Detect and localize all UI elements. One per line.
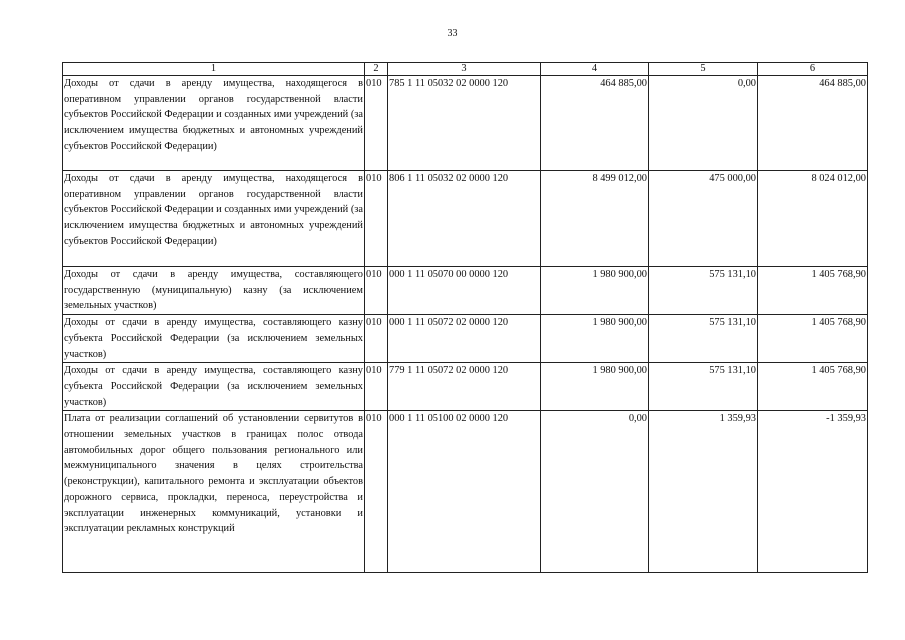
row-name-cell: Доходы от сдачи в аренду имущества, составляющего казну субъекта Российской Федерации (за исключением земельных участков) bbox=[63, 315, 365, 363]
row-value-col4: 1 980 900,00 bbox=[541, 315, 649, 363]
row-code-cell: 010 bbox=[365, 315, 388, 363]
row-value-col6: 1 405 768,90 bbox=[758, 363, 868, 411]
row-value-col4: 0,00 bbox=[541, 411, 649, 573]
row-code-cell: 010 bbox=[365, 363, 388, 411]
row-value-col6: -1 359,93 bbox=[758, 411, 868, 573]
row-kbk-cell: 000 1 11 05100 02 0000 120 bbox=[388, 411, 541, 573]
column-header: 2 bbox=[365, 63, 388, 76]
column-header: 3 bbox=[388, 63, 541, 76]
row-value-col5: 575 131,10 bbox=[649, 315, 758, 363]
row-value-col4: 464 885,00 bbox=[541, 76, 649, 171]
row-value-col5: 0,00 bbox=[649, 76, 758, 171]
row-value-col6: 464 885,00 bbox=[758, 76, 868, 171]
table-row bbox=[63, 315, 868, 363]
row-name-cell: Доходы от сдачи в аренду имущества, составляющего казну субъекта Российской Федерации (за исключением земельных участков) bbox=[63, 363, 365, 411]
row-name-cell: Доходы от сдачи в аренду имущества, находящегося в оперативном управлении органов государственной власти субъектов Российской Федерации и созданных ими учреждений (за исключением имущества бюджетных и автономных учреждений субъектов Российской Федерации) bbox=[63, 171, 365, 267]
row-code-cell: 010 bbox=[365, 171, 388, 267]
page-number: 33 bbox=[447, 28, 458, 39]
row-value-col6: 1 405 768,90 bbox=[758, 315, 868, 363]
column-header: 4 bbox=[541, 63, 649, 76]
column-header: 1 bbox=[63, 63, 365, 76]
row-kbk-cell: 000 1 11 05070 00 0000 120 bbox=[388, 267, 541, 315]
table-row bbox=[63, 267, 868, 315]
row-kbk-cell: 779 1 11 05072 02 0000 120 bbox=[388, 363, 541, 411]
row-kbk-cell: 806 1 11 05032 02 0000 120 bbox=[388, 171, 541, 267]
table-header-row bbox=[63, 63, 868, 76]
row-value-col5: 1 359,93 bbox=[649, 411, 758, 573]
row-value-col6: 1 405 768,90 bbox=[758, 267, 868, 315]
column-header: 5 bbox=[649, 63, 758, 76]
table-row bbox=[63, 411, 868, 573]
row-value-col5: 575 131,10 bbox=[649, 363, 758, 411]
row-value-col6: 8 024 012,00 bbox=[758, 171, 868, 267]
row-kbk-cell: 000 1 11 05072 02 0000 120 bbox=[388, 315, 541, 363]
table-row bbox=[63, 171, 868, 267]
row-kbk-cell: 785 1 11 05032 02 0000 120 bbox=[388, 76, 541, 171]
row-value-col4: 8 499 012,00 bbox=[541, 171, 649, 267]
row-code-cell: 010 bbox=[365, 267, 388, 315]
row-value-col5: 475 000,00 bbox=[649, 171, 758, 267]
row-value-col4: 1 980 900,00 bbox=[541, 363, 649, 411]
row-name-cell: Доходы от сдачи в аренду имущества, составляющего государственную (муниципальную) казну (за исключением земельных участков) bbox=[63, 267, 365, 315]
row-value-col5: 575 131,10 bbox=[649, 267, 758, 315]
table-row bbox=[63, 76, 868, 171]
row-name-cell: Плата от реализации соглашений об установлении сервитутов в отношении земельных участков в границах полос отвода автомобильных дорог общего пользования регионального или межмуниципального значения в целях строительства (реконструкции), капитального ремонта и эксплуатации объектов дорожного сервиса, прокладки, переноса, переустройства и эксплуатации инженерных коммуникаций, установки и эксплуатации рекламных конструкций bbox=[63, 411, 365, 573]
row-code-cell: 010 bbox=[365, 76, 388, 171]
row-code-cell: 010 bbox=[365, 411, 388, 573]
row-value-col4: 1 980 900,00 bbox=[541, 267, 649, 315]
row-name-cell: Доходы от сдачи в аренду имущества, находящегося в оперативном управлении органов государственной власти субъектов Российской Федерации и созданных ими учреждений (за исключением имущества бюджетных и автономных учреждений субъектов Российской Федерации) bbox=[63, 76, 365, 171]
table-row bbox=[63, 363, 868, 411]
revenue-table bbox=[62, 62, 868, 573]
column-header: 6 bbox=[758, 63, 868, 76]
